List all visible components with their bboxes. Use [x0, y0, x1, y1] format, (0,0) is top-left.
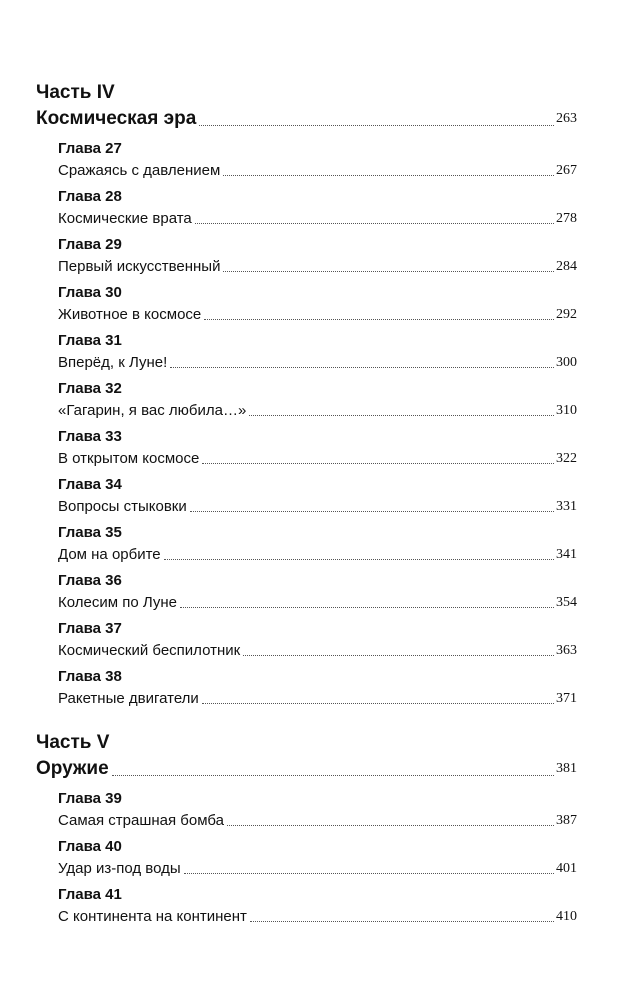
page-number: 381	[556, 761, 577, 776]
chapter-label: Глава 36	[58, 572, 122, 589]
chapter-title-row	[58, 208, 577, 230]
chapter-title: Сражаясь с давлением	[58, 162, 221, 179]
dot-leader	[250, 920, 554, 922]
dot-leader	[227, 824, 554, 826]
chapter-title-row	[58, 400, 577, 422]
chapter-title-row	[58, 906, 577, 928]
chapter-title-row	[58, 496, 577, 518]
part-section	[36, 80, 577, 714]
page-number: 300	[556, 355, 577, 370]
page-number: 322	[556, 451, 577, 466]
dot-leader	[223, 270, 554, 272]
chapter-title: Удар из-под воды	[58, 860, 181, 877]
chapter-label: Глава 28	[58, 188, 122, 205]
chapter-title-row	[58, 688, 577, 710]
chapter-entry[interactable]	[36, 788, 577, 836]
chapter-title: Вопросы стыковки	[58, 498, 187, 515]
chapter-entry[interactable]	[36, 186, 577, 234]
dot-leader	[199, 124, 554, 126]
chapter-title: Космические врата	[58, 210, 192, 227]
part-title: Космическая эра	[36, 108, 197, 129]
chapter-title: Животное в космосе	[58, 306, 202, 323]
chapter-title: Дом на орбите	[58, 546, 161, 563]
chapter-label: Глава 37	[58, 620, 122, 637]
page-number: 267	[556, 163, 577, 178]
chapter-entry[interactable]	[36, 474, 577, 522]
chapter-title-row	[58, 810, 577, 832]
part-label: Часть V	[36, 732, 110, 753]
page-number: 278	[556, 211, 577, 226]
chapter-label: Глава 30	[58, 284, 122, 301]
page-number: 331	[556, 499, 577, 514]
page-number: 263	[556, 111, 577, 126]
chapter-title-row	[58, 544, 577, 566]
chapter-title-row	[58, 858, 577, 880]
page-number: 354	[556, 595, 577, 610]
dot-leader	[249, 414, 554, 416]
dot-leader	[195, 222, 554, 224]
page-number: 410	[556, 909, 577, 924]
chapter-title: С континента на континент	[58, 908, 247, 925]
chapter-title: В открытом космосе	[58, 450, 200, 467]
page-number: 341	[556, 547, 577, 562]
chapter-entry[interactable]	[36, 138, 577, 186]
chapter-label: Глава 41	[58, 886, 122, 903]
chapter-entry[interactable]	[36, 884, 577, 932]
chapter-label: Глава 40	[58, 838, 122, 855]
chapter-label: Глава 34	[58, 476, 122, 493]
part-title-row[interactable]	[36, 756, 577, 782]
chapter-title: Космический беспилотник	[58, 642, 241, 659]
chapter-list	[36, 788, 577, 932]
dot-leader	[164, 558, 554, 560]
chapter-title-row	[58, 592, 577, 614]
dot-leader	[190, 510, 554, 512]
dot-leader	[223, 174, 554, 176]
chapter-title-row	[58, 160, 577, 182]
dot-leader	[204, 318, 554, 320]
part-title: Оружие	[36, 758, 109, 779]
dot-leader	[243, 654, 554, 656]
page-number: 292	[556, 307, 577, 322]
chapter-list	[36, 138, 577, 714]
chapter-label: Глава 35	[58, 524, 122, 541]
chapter-title: Первый искусственный	[58, 258, 221, 275]
chapter-title-row	[58, 448, 577, 470]
page-number: 401	[556, 861, 577, 876]
page-number: 310	[556, 403, 577, 418]
chapter-label: Глава 31	[58, 332, 122, 349]
chapter-entry[interactable]	[36, 378, 577, 426]
part-title-row[interactable]	[36, 106, 577, 132]
chapter-title: Вперёд, к Луне!	[58, 354, 168, 371]
chapter-title: Колесим по Луне	[58, 594, 177, 611]
chapter-label: Глава 29	[58, 236, 122, 253]
dot-leader	[112, 774, 554, 776]
chapter-label: Глава 27	[58, 140, 122, 157]
chapter-entry[interactable]	[36, 330, 577, 378]
chapter-title-row	[58, 640, 577, 662]
chapter-entry[interactable]	[36, 234, 577, 282]
chapter-title: «Гагарин, я вас любила…»	[58, 402, 247, 419]
chapter-title: Ракетные двигатели	[58, 690, 199, 707]
chapter-entry[interactable]	[36, 282, 577, 330]
chapter-label: Глава 33	[58, 428, 122, 445]
chapter-entry[interactable]	[36, 426, 577, 474]
chapter-entry[interactable]	[36, 666, 577, 714]
chapter-entry[interactable]	[36, 618, 577, 666]
chapter-title-row	[58, 304, 577, 326]
chapter-title: Самая страшная бомба	[58, 812, 224, 829]
part-section	[36, 730, 577, 932]
dot-leader	[184, 872, 554, 874]
chapter-label: Глава 39	[58, 790, 122, 807]
chapter-label: Глава 32	[58, 380, 122, 397]
dot-leader	[202, 702, 554, 704]
page-number: 363	[556, 643, 577, 658]
dot-leader	[180, 606, 554, 608]
page-number: 387	[556, 813, 577, 828]
part-label: Часть IV	[36, 82, 115, 103]
chapter-entry[interactable]	[36, 570, 577, 618]
page-number: 371	[556, 691, 577, 706]
dot-leader	[170, 366, 554, 368]
chapter-label: Глава 38	[58, 668, 122, 685]
chapter-entry[interactable]	[36, 836, 577, 884]
chapter-title-row	[58, 352, 577, 374]
chapter-entry[interactable]	[36, 522, 577, 570]
chapter-title-row	[58, 256, 577, 278]
dot-leader	[202, 462, 554, 464]
page-number: 284	[556, 259, 577, 274]
